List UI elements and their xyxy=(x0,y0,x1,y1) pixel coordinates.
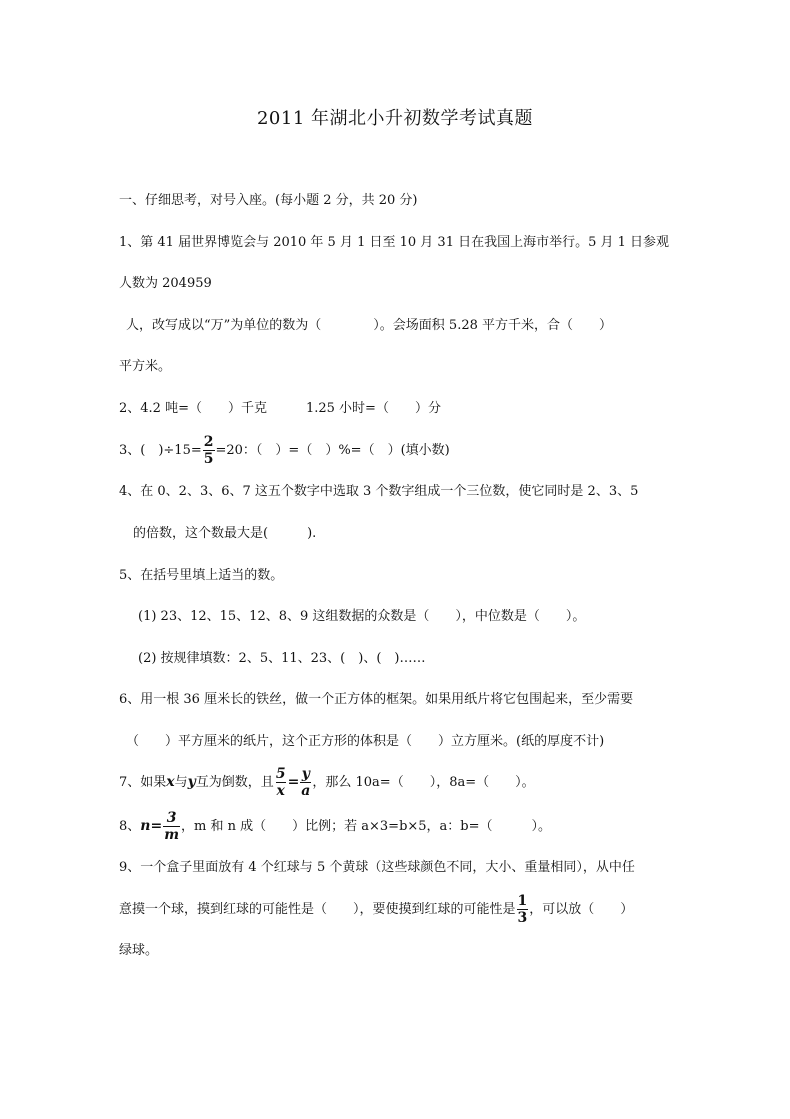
question-3-text-b: =20：（ ）=（ ）%=（ ）(填小数) xyxy=(215,443,450,458)
question-8-text-b: ，m 和 n 成（ ）比例；若 a×3=b×5，a：b=（ ）。 xyxy=(181,819,552,834)
fraction-y-over-a xyxy=(300,767,311,798)
equals-sign: = xyxy=(287,774,300,790)
variable-x: x xyxy=(166,774,175,790)
fraction-numerator: y xyxy=(301,766,310,782)
equals-sign: = xyxy=(150,818,163,834)
question-6-line-1: 6、用一根 36 厘米长的铁丝，做一个正方体的框架。如果用纸片将它包围起来，至少需要 xyxy=(119,692,634,707)
question-7-text-b: 与 xyxy=(174,775,188,790)
question-5-part-2: (2) 按规律填数：2、5、11、23、( )、( )…… xyxy=(138,651,426,666)
fraction-three-over-m xyxy=(163,811,180,842)
question-3 xyxy=(119,434,450,468)
section-heading: 一、仔细思考，对号入座。(每小题 2 分，共 20 分) xyxy=(119,193,418,208)
fraction-denominator: a xyxy=(301,783,311,799)
question-1-line-2: 人数为 204959 xyxy=(119,276,212,291)
question-8-text-a: 8、 xyxy=(119,819,141,834)
fraction-numerator: 2 xyxy=(203,434,214,450)
question-3-text-a: 3、( )÷15= xyxy=(119,443,202,458)
question-9-line-1: 9、一个盒子里面放有 4 个红球与 5 个黄球（这些球颜色不同，大小、重量相同），从中任 xyxy=(119,860,635,875)
question-8 xyxy=(119,806,551,847)
question-1-line-3: 人，改写成以“万”为单位的数为（ ）。会场面积 5.28 平方千米，合（ ） xyxy=(126,318,613,333)
page-title: 2011 年湖北小升初数学考试真题 xyxy=(256,108,534,129)
question-2: 2、4.2 吨=（ ）千克 1.25 小时=（ ）分 xyxy=(119,401,441,416)
fraction-one-third xyxy=(517,894,529,925)
fraction-numerator: 5 xyxy=(275,766,286,782)
fraction-denominator: m xyxy=(164,827,180,843)
question-5-line-1: 5、在括号里填上适当的数。 xyxy=(119,568,284,583)
question-9-text-b: ，可以放（ ） xyxy=(529,902,634,917)
fraction-numerator: 3 xyxy=(166,810,177,826)
question-7-text-d: ，那么 10a=（ ），8a=（ ）。 xyxy=(312,775,535,790)
question-7 xyxy=(119,762,535,803)
question-6-line-2: （ ）平方厘米的纸片，这个正方形的体积是（ ）立方厘米。(纸的厚度不计) xyxy=(126,734,605,749)
variable-n: n xyxy=(140,818,151,834)
question-9-text-a: 意摸一个球，摸到红球的可能性是（ ），要使摸到红球的可能性是 xyxy=(119,902,516,917)
question-4-line-1: 4、在 0、2、3、6、7 这五个数字中选取 3 个数字组成一个三位数，使它同时是 2、3、5 xyxy=(119,484,639,499)
question-4-line-2: 的倍数，这个数最大是( ). xyxy=(133,526,317,541)
fraction-denominator: x xyxy=(276,783,285,799)
fraction-five-over-x xyxy=(275,767,287,798)
variable-y: y xyxy=(187,774,196,790)
question-1-line-1: 1、第 41 届世界博览会与 2010 年 5 月 1 日至 10 月 31 日在我国上海市举行。5 月 1 日参观 xyxy=(119,235,670,250)
question-9-line-2 xyxy=(119,890,633,930)
fraction-two-fifths xyxy=(203,435,215,466)
fraction-denominator: 5 xyxy=(203,451,214,467)
question-9-line-3: 绿球。 xyxy=(119,943,159,958)
question-5-part-1: (1) 23、12、15、12、8、9 这组数据的众数是（ ），中位数是（ ）。 xyxy=(138,609,586,624)
question-1-line-4: 平方米。 xyxy=(119,359,172,374)
fraction-numerator: 1 xyxy=(517,893,528,909)
question-7-text-c: 互为倒数，且 xyxy=(195,775,274,790)
fraction-denominator: 3 xyxy=(517,910,528,926)
question-7-text-a: 7、如果 xyxy=(119,775,167,790)
